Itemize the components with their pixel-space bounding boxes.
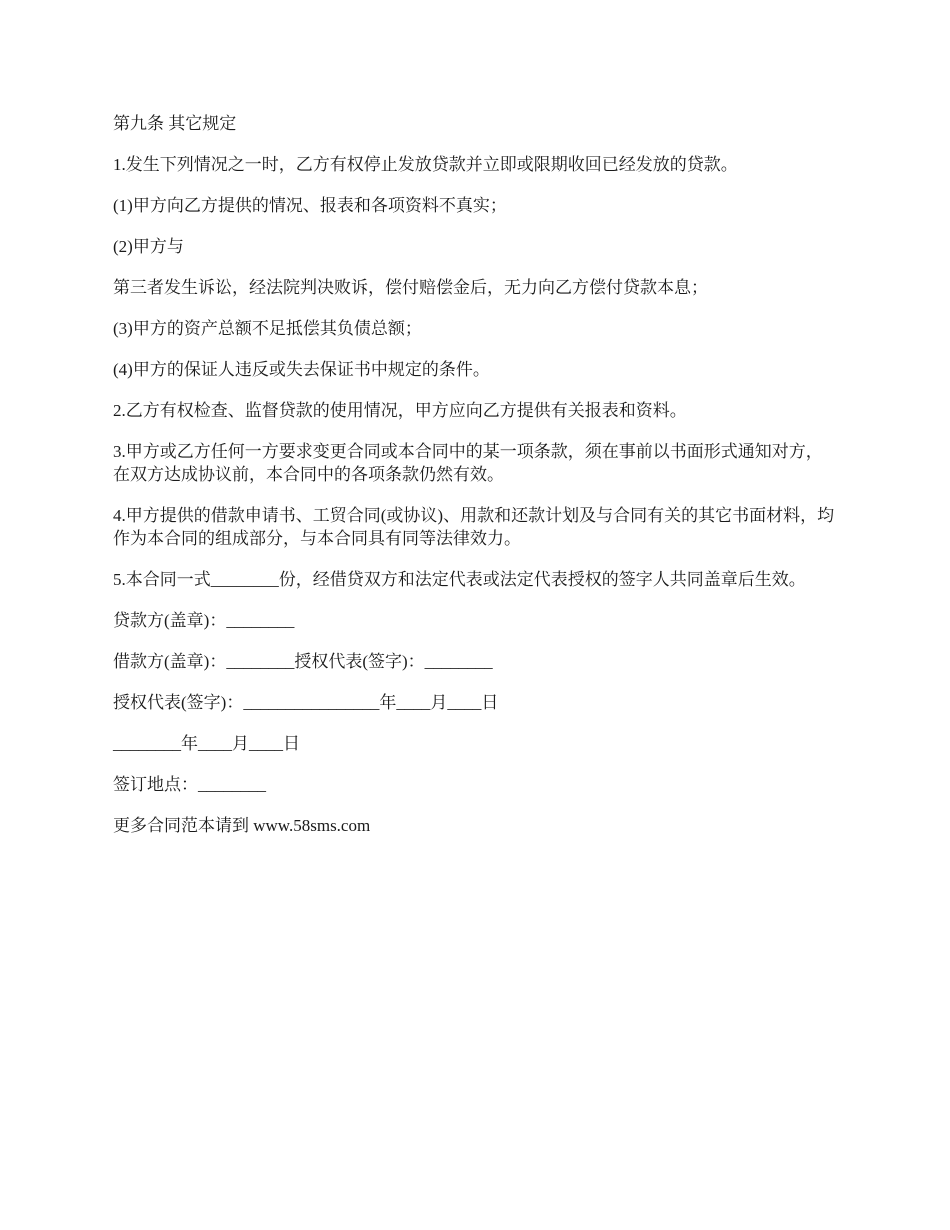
section-heading: 第九条 其它规定 (113, 114, 237, 133)
clause-1-item-3: (3)甲方的资产总额不足抵偿其负债总额； (113, 319, 422, 338)
clause-1: 1.发生下列情况之一时，乙方有权停止发放贷款并立即或限期收回已经发放的贷款。 (113, 155, 738, 174)
clause-1-item-2-continued: 第三者发生诉讼，经法院判决败诉，偿付赔偿金后，无力向乙方偿付贷款本息； (113, 278, 708, 297)
clause-1-item-2: (2)甲方与 (113, 237, 184, 256)
clause-5: 5.本合同一式________份，经借贷双方和法定代表或法定代表授权的签字人共同盖章后生效。 (113, 570, 806, 589)
clause-1-item-4: (4)甲方的保证人违反或失去保证书中规定的条件。 (113, 360, 490, 379)
document-body (113, 112, 838, 855)
clause-2: 2.乙方有权检查、监督贷款的使用情况，甲方应向乙方提供有关报表和资料。 (113, 401, 687, 420)
date-line: ________年____月____日 (113, 734, 300, 753)
lender-seal-line: 贷款方(盖章)：________ (113, 611, 295, 630)
signing-location-line: 签订地点：________ (113, 775, 266, 794)
footer-link-text: 更多合同范本请到 www.58sms.com (113, 816, 371, 835)
clause-3: 3.甲方或乙方任何一方要求变更合同或本合同中的某一项条款，须在事前以书面形式通知对方，在双方达成协议前，本合同中的各项条款仍然有效。 (113, 442, 823, 484)
clause-4: 4.甲方提供的借款申请书、工贸合同(或协议)、用款和还款计划及与合同有关的其它书面材料，均作为本合同的组成部分，与本合同具有同等法律效力。 (113, 506, 835, 548)
authorized-rep-date-line: 授权代表(签字)：________________年____月____日 (113, 693, 499, 712)
borrower-seal-line: 借款方(盖章)：________授权代表(签字)：________ (113, 652, 493, 671)
clause-1-item-1: (1)甲方向乙方提供的情况、报表和各项资料不真实； (113, 196, 507, 215)
